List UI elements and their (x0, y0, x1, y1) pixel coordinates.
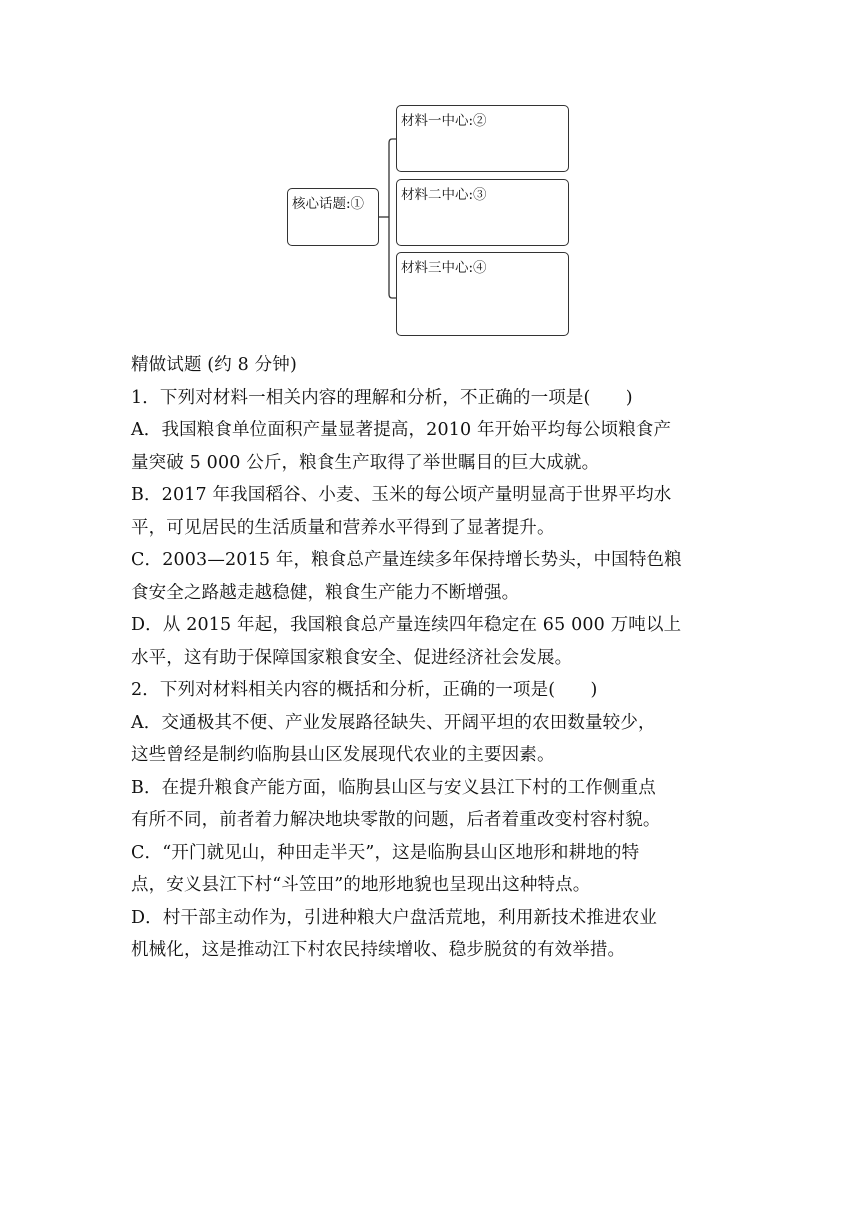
option-line: D．村干部主动作为，引进种粮大户盘活荒地，利用新技术推进农业 (131, 907, 658, 928)
question-2 (131, 674, 741, 967)
question-stem: 2．下列对材料相关内容的概括和分析，正确的一项是( ) (131, 680, 598, 700)
material-three-box: 材料三中心:④ (396, 252, 569, 336)
option-line: 水平，这有助于保障国家粮食安全、促进经济社会发展。 (131, 647, 573, 668)
question-stem: 1．下列对材料一相关内容的理解和分析，不正确的一项是( ) (131, 387, 633, 408)
option-line: 食安全之路越走越稳健，粮食生产能力不断增强。 (131, 582, 520, 603)
question-1 (131, 382, 741, 675)
option-c (131, 837, 741, 902)
option-line: B．在提升粮食产能方面，临朐县山区与安义县江下村的工作侧重点 (131, 777, 656, 798)
option-line: 量突破 5 000 公斤，粮食生产取得了举世瞩目的巨大成就。 (131, 452, 600, 473)
option-line: A．交通极其不便、产业发展路径缺失、开阔平坦的农田数量较少， (131, 712, 656, 733)
exercise-content (131, 349, 741, 967)
option-line: 点，安义县江下村“斗笠田”的地形地貌也呈现出这种特点。 (131, 875, 591, 895)
option-a (131, 707, 741, 772)
option-b (131, 772, 741, 837)
section-title: 精做试题 (约 8 分钟) (131, 355, 297, 375)
option-line: C．“开门就见山，种田走半天”，这是临朐县山区地形和耕地的特 (131, 842, 640, 863)
topic-diagram (0, 0, 860, 350)
option-line: 这些曾经是制约临朐县山区发展现代农业的主要因素。 (131, 745, 555, 765)
option-line: D．从 2015 年起，我国粮食总产量连续四年稳定在 65 000 万吨以上 (131, 615, 682, 635)
option-line: 有所不同，前者着力解决地块零散的问题，后者着重改变村容村貌。 (131, 810, 661, 830)
option-line: 平，可见居民的生活质量和营养水平得到了显著提升。 (131, 517, 555, 538)
option-b (131, 479, 741, 544)
option-line: B．2017 年我国稻谷、小麦、玉米的每公顷产量明显高于世界平均水 (131, 485, 672, 505)
option-a (131, 414, 741, 479)
option-line: A．我国粮食单位面积产量显著提高，2010 年开始平均每公顷粮食产 (131, 420, 672, 440)
material-two-box: 材料二中心:③ (396, 179, 569, 246)
material-one-box: 材料一中心:② (396, 105, 569, 172)
core-topic-box: 核心话题:① (287, 188, 379, 246)
option-d (131, 609, 741, 674)
option-line: C．2003—2015 年，粮食总产量连续多年保持增长势头，中国特色粮 (131, 550, 682, 570)
option-line: 机械化，这是推动江下村农民持续增收、稳步脱贫的有效举措。 (131, 940, 626, 960)
option-c (131, 544, 741, 609)
option-d (131, 902, 741, 967)
